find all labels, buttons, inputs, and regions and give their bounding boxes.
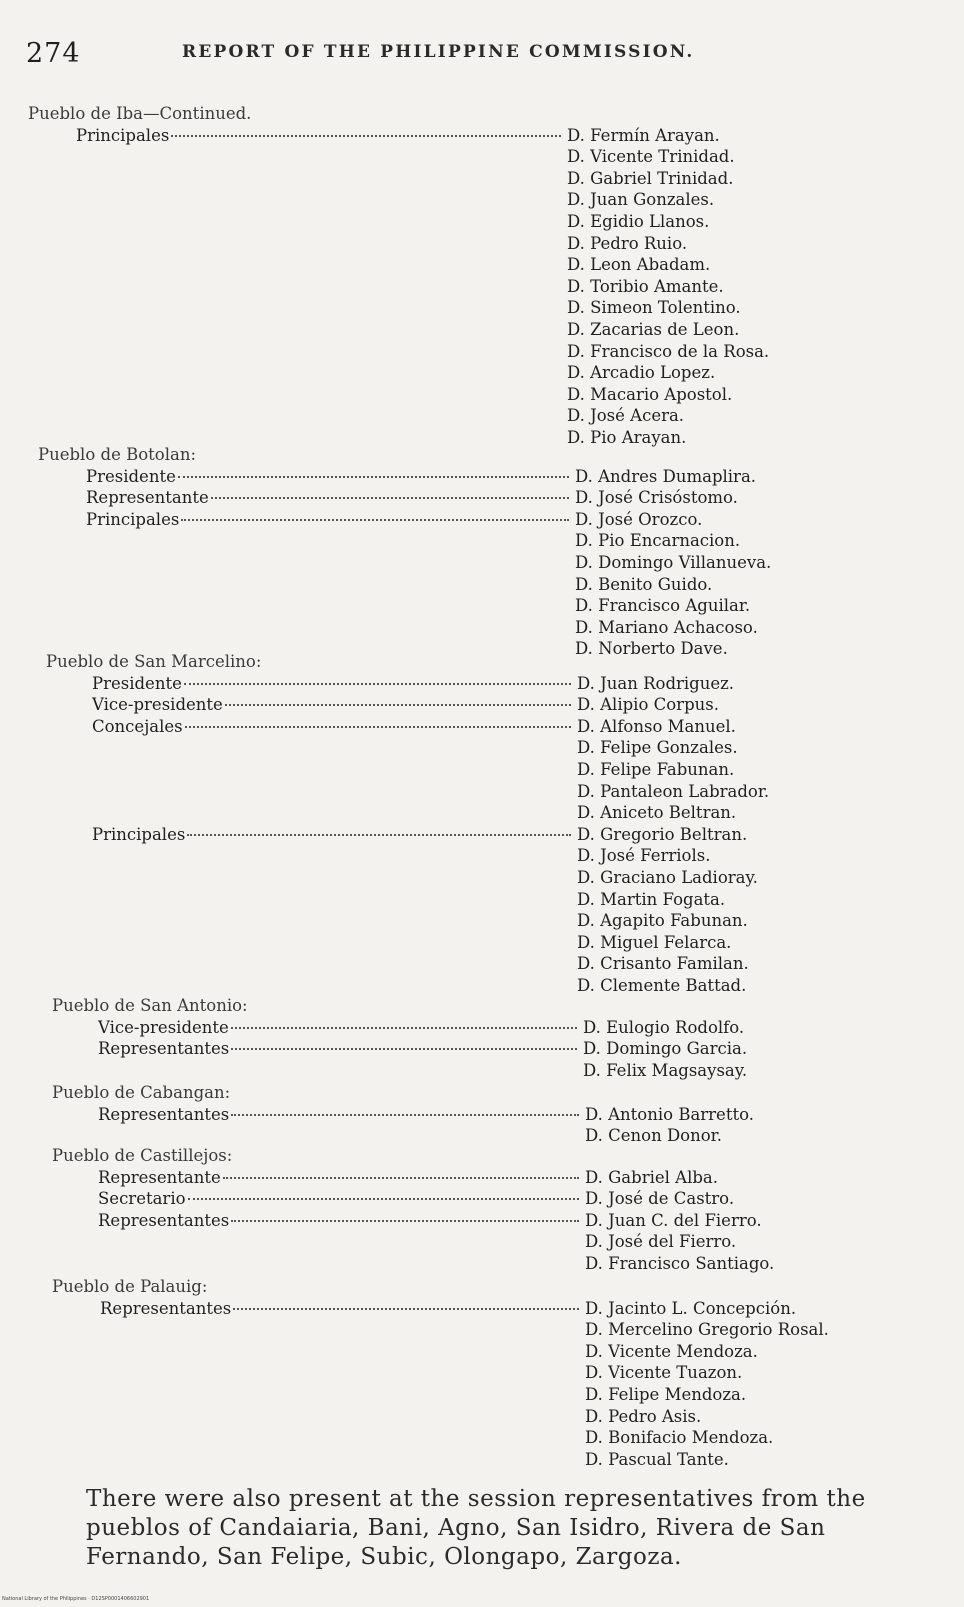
role-label: Representante [86, 488, 209, 508]
member-name: D. Felix Magsaysay. [583, 1060, 748, 1080]
role-label: Representantes [100, 1298, 232, 1318]
role-row [86, 487, 571, 509]
member-name: D. Andres Dumaplira. [575, 466, 757, 486]
member-name: D. Antonio Barretto. [585, 1104, 754, 1124]
role-label: Representante [98, 1167, 221, 1187]
dot-leader [187, 834, 571, 836]
role-label: Principales [86, 509, 180, 529]
role-row [92, 694, 573, 716]
closing-paragraph: There were also present at the session representatives from the pueblos of Candaiaria, Bani, Agno, San Isidro, Rivera de San Fernando, San Felipe, Subic, Olongapo, Zargoza. [86, 1486, 866, 1570]
role-label: Representantes [98, 1039, 230, 1059]
member-name: D. Cenon Donor. [585, 1126, 722, 1146]
dot-leader [211, 497, 569, 499]
member-name: D. Pio Encarnacion. [575, 531, 741, 551]
member-name: D. Francisco Santiago. [585, 1254, 775, 1273]
member-name: D. Clemente Battad. [577, 976, 747, 995]
dot-leader [225, 704, 571, 706]
role-label: Presidente [86, 466, 176, 486]
role-row [98, 1188, 581, 1210]
role-label: Presidente [92, 673, 182, 693]
member-name: D. Egidio Llanos. [567, 212, 710, 231]
role-label: Concejales [92, 716, 183, 736]
member-name: D. José del Fierro. [585, 1232, 737, 1252]
page-header [26, 38, 926, 78]
dot-leader [171, 135, 561, 137]
role-row [98, 1038, 579, 1060]
pueblo-heading: Pueblo de San Antonio: [52, 996, 248, 1015]
role-row [98, 1210, 581, 1232]
member-name: D. Toribio Amante. [567, 276, 724, 296]
member-name: D. Macario Apostol. [567, 384, 733, 404]
member-name: D. Pascual Tante. [585, 1449, 729, 1469]
member-name: D. Eulogio Rodolfo. [583, 1017, 745, 1037]
member-name: D. Leon Abadam. [567, 255, 711, 275]
member-name: D. Domingo Garcia. [583, 1039, 748, 1059]
pueblo-heading: Pueblo de Iba—Continued. [28, 104, 252, 123]
dot-leader [231, 1027, 577, 1029]
role-row [98, 1104, 581, 1126]
member-name: D. Felipe Mendoza. [585, 1385, 747, 1404]
dot-leader [188, 1198, 579, 1200]
role-label: Vice-presidente [92, 695, 223, 715]
role-row [86, 509, 571, 531]
member-name: D. Mercelino Gregorio Rosal. [585, 1320, 829, 1340]
member-name: D. Fermín Arayan. [567, 125, 720, 145]
member-name: D. Vicente Mendoza. [585, 1341, 758, 1361]
running-head: REPORT OF THE PHILIPPINE COMMISSION. [182, 42, 695, 62]
member-name: D. Aniceto Beltran. [577, 803, 737, 823]
pueblo-heading: Pueblo de Castillejos: [52, 1146, 233, 1165]
role-row [98, 1167, 581, 1189]
member-name: D. José Crisóstomo. [575, 488, 738, 508]
dot-leader [231, 1114, 579, 1116]
dot-leader [184, 683, 571, 685]
dot-leader [223, 1177, 579, 1179]
member-name: D. Benito Guido. [575, 574, 713, 594]
page-number: 274 [26, 38, 81, 69]
member-name: D. Juan Gonzales. [567, 190, 715, 210]
dot-leader [178, 476, 569, 478]
member-name: D. José Ferriols. [577, 846, 711, 866]
member-name: D. José Orozco. [575, 509, 703, 529]
role-label: Representantes [98, 1210, 230, 1230]
member-name: D. Jacinto L. Concepción. [585, 1298, 797, 1318]
member-name: D. Miguel Felarca. [577, 932, 732, 952]
member-name: D. Pio Arayan. [567, 428, 687, 447]
role-label: Principales [76, 125, 170, 145]
member-name: D. Graciano Ladioray. [577, 868, 758, 887]
dot-leader [233, 1308, 579, 1310]
member-name: D. Martin Fogata. [577, 889, 726, 909]
member-name: D. Pantaleon Labrador. [577, 781, 770, 801]
member-name: D. Bonifacio Mendoza. [585, 1428, 774, 1448]
role-row [92, 716, 573, 738]
pueblo-heading: Pueblo de Palauig: [52, 1277, 208, 1296]
member-name: D. José de Castro. [585, 1189, 735, 1209]
member-name: D. Mariano Achacoso. [575, 617, 758, 637]
pueblo-heading: Pueblo de San Marcelino: [46, 652, 262, 671]
member-name: D. Vicente Trinidad. [567, 147, 735, 167]
member-name: D. Francisco de la Rosa. [567, 341, 770, 361]
member-name: D. Vicente Tuazon. [585, 1363, 743, 1383]
member-name: D. Gabriel Trinidad. [567, 168, 734, 188]
member-name: D. Pedro Ruio. [567, 233, 688, 253]
member-name: D. Alipio Corpus. [577, 695, 719, 715]
role-label: Representantes [98, 1104, 230, 1124]
dot-leader [185, 726, 571, 728]
member-name: D. Gabriel Alba. [585, 1167, 718, 1187]
role-label: Vice-presidente [98, 1017, 229, 1037]
role-row [86, 466, 571, 488]
member-name: D. Juan C. del Fierro. [585, 1210, 762, 1230]
member-name: D. Francisco Aguilar. [575, 596, 751, 616]
member-name: D. Felipe Fabunan. [577, 760, 735, 779]
pueblo-heading: Pueblo de Botolan: [38, 445, 197, 464]
pueblo-heading: Pueblo de Cabangan: [52, 1083, 231, 1102]
role-label: Secretario [98, 1189, 186, 1209]
member-name: D. Juan Rodriguez. [577, 673, 735, 693]
member-name: D. Domingo Villanueva. [575, 553, 772, 572]
member-name: D. Pedro Asis. [585, 1406, 702, 1426]
member-name: D. Crisanto Familan. [577, 954, 749, 974]
role-label: Principales [92, 824, 186, 844]
member-name: D. Felipe Gonzales. [577, 738, 738, 758]
role-row [100, 1298, 581, 1320]
dot-leader [181, 519, 569, 521]
member-name: D. Zacarias de Leon. [567, 320, 740, 339]
dot-leader [231, 1048, 577, 1050]
role-row [76, 125, 563, 147]
member-name: D. Norberto Dave. [575, 639, 728, 659]
member-name: D. Simeon Tolentino. [567, 298, 741, 318]
member-name: D. Agapito Fabunan. [577, 911, 748, 931]
role-row [92, 824, 573, 846]
role-row [98, 1017, 579, 1039]
member-name: D. Arcadio Lopez. [567, 363, 716, 383]
role-row [92, 673, 573, 695]
member-name: D. José Acera. [567, 406, 685, 426]
member-name: D. Alfonso Manuel. [577, 716, 736, 736]
scan-footer-note: National Library of the Philippines · D12SP0001406602901 [2, 1596, 150, 1602]
member-name: D. Gregorio Beltran. [577, 824, 748, 844]
dot-leader [231, 1220, 579, 1222]
